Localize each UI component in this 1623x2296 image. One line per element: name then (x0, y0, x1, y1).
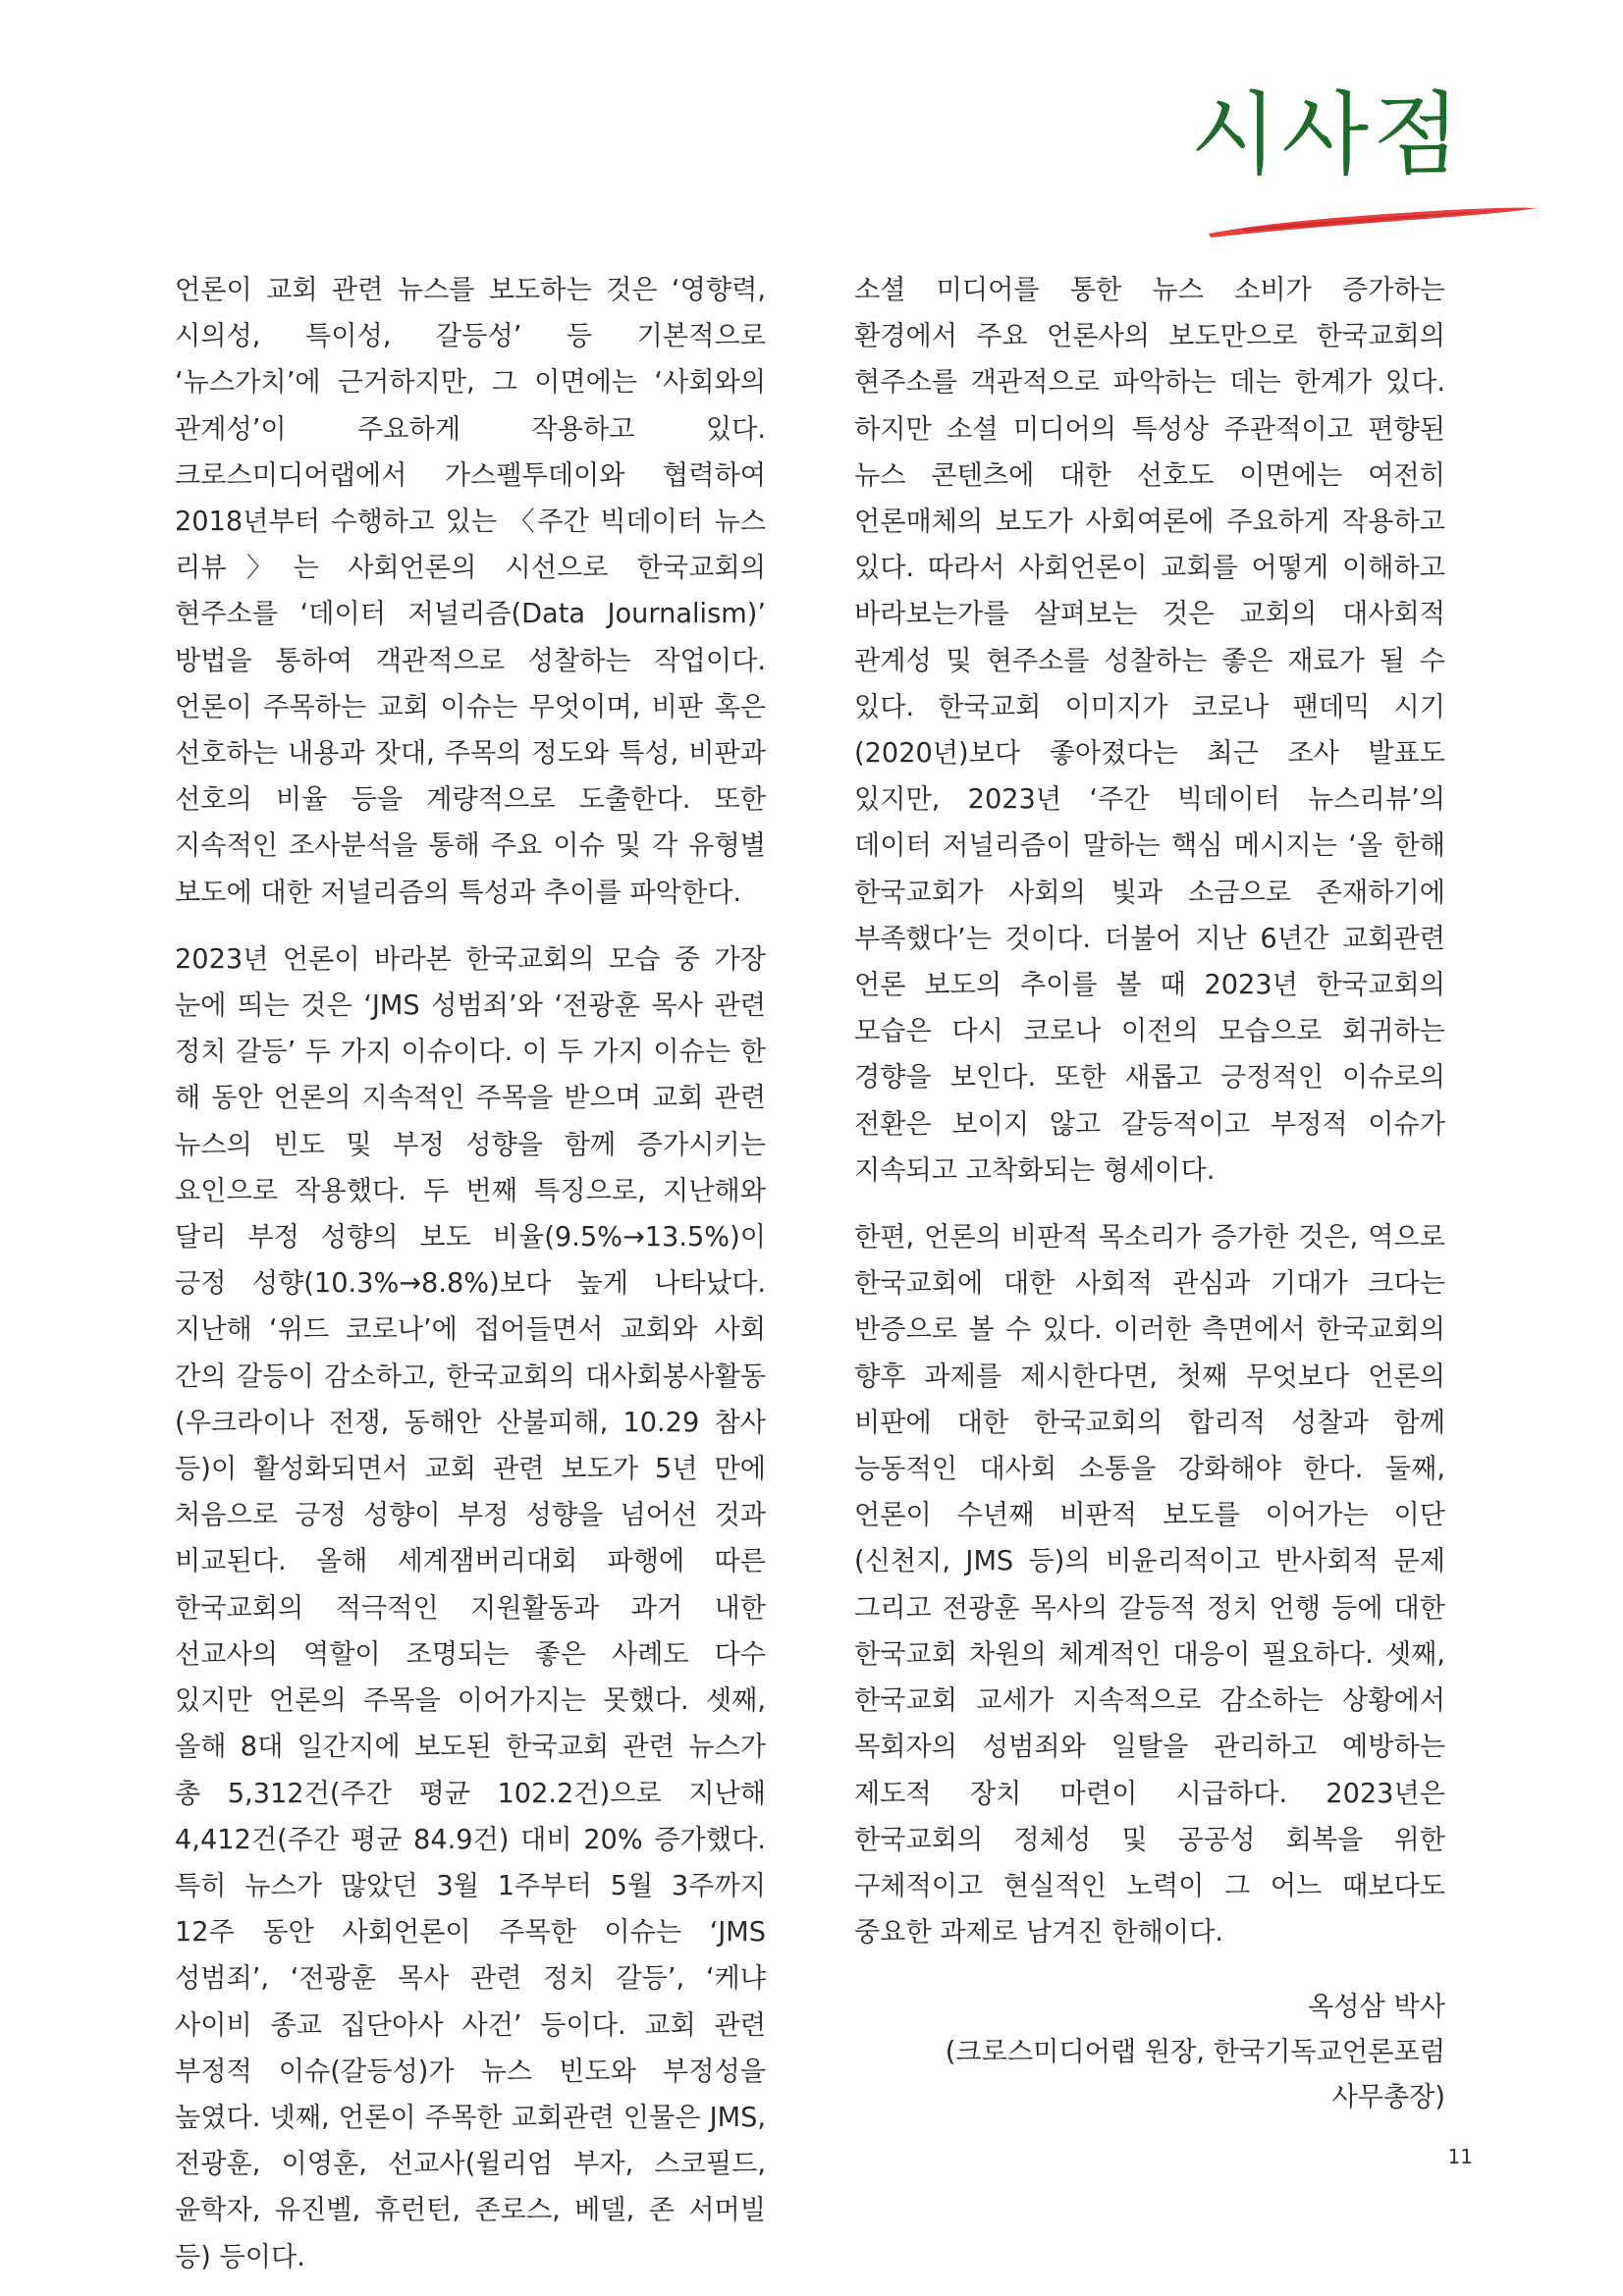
body-paragraph: 언론이 교회 관련 뉴스를 보도하는 것은 ‘영향력, 시의성, 특이성, 갈등성’ 등 기본적으로 ‘뉴스가치’에 근거하지만, 그 이면에는 ‘사회와의 관계성’이 주요하게 작용하고 있다. 크로스미디어랩에서 가스펠투데이와 협력하여 2018년부터 수행하고 있는 〈주간 빅데이터 뉴스 리뷰〉는 사회언론의 시선으로 한국교회의 현주소를 ‘데이터 저널리즘(Data Journalism)’ 방법을 통하여 객관적으로 성찰하는 작업이다. 언론이 주목하는 교회 이슈는 무엇이며, 비판 혹은 선호하는 내용과 잣대, 주목의 정도와 특성, 비판과 선호의 비율 등을 계량적으로 도출한다. 또한 지속적인 조사분석을 통해 주요 이슈 및 각 유형별 보도에 대한 저널리즘의 특성과 추이를 파악한다. (175, 275, 766, 908)
right-column (854, 267, 1445, 2120)
brush-stroke-main (1209, 208, 1537, 238)
brush-stroke-trail (1242, 211, 1497, 232)
body-paragraph: 소셜 미디어를 통한 뉴스 소비가 증가하는 환경에서 주요 언론사의 보도만으로 한국교회의 현주소를 객관적으로 파악하는 데는 한계가 있다. 하지만 소셜 미디어의 특성상 주관적이고 편향된 뉴스 콘텐츠에 대한 선호도 이면에는 여전히 언론매체의 보도가 사회여론에 주요하게 작용하고 있다. 따라서 사회언론이 교회를 어떻게 이해하고 바라보는가를 살펴보는 것은 교회의 대사회적 관계성 및 현주소를 성찰하는 좋은 재료가 될 수 있다. 한국교회 이미지가 코로나 팬데믹 시기(2020년)보다 좋아졌다는 최근 조사 발표도 있지만, 2023년 ‘주간 빅데이터 뉴스리뷰’의 데이터 저널리즘이 말하는 핵심 메시지는 ‘올 한해 한국교회가 사회의 빛과 소금으로 존재하기에 부족했다’는 것이다. 더불어 지난 6년간 교회관련 언론 보도의 추이를 볼 때 2023년 한국교회의 모습은 다시 코로나 이전의 모습으로 회귀하는 경향을 보인다. 또한 새롭고 긍정적인 이슈로의 전환은 보이지 않고 갈등적이고 부정적 이슈가 지속되고 고착화되는 형세이다. (854, 275, 1445, 1186)
body-paragraph: 한편, 언론의 비판적 목소리가 증가한 것은, 역으로 한국교회에 대한 사회적 관심과 기대가 크다는 반증으로 볼 수 있다. 이러한 측면에서 한국교회의 향후 과제를 제시한다면, 첫째 무엇보다 언론의 비판에 대한 한국교회의 합리적 성찰과 함께 능동적인 대사회 소통을 강화해야 한다. 둘째, 언론이 수년째 비판적 보도를 이어가는 이단(신천지, JMS 등)의 비윤리적이고 반사회적 문제 그리고 전광훈 목사의 갈등적 정치 언행 등에 대한 한국교회 차원의 체계적인 대응이 필요하다. 셋째, 한국교회 교세가 지속적으로 감소하는 상황에서 목회자의 성범죄와 일탈을 관리하고 예방하는 제도적 장치 마련이 시급하다. 2023년은 한국교회의 정체성 및 공공성 회복을 위한 구체적이고 현실적인 노력이 그 어느 때보다도 중요한 과제로 남겨진 한해이다. (854, 1222, 1445, 1949)
left-column (175, 267, 766, 2296)
author-block (854, 1985, 1445, 2120)
author-affiliation: (크로스미디어랩 원장, 한국기독교언론포럼 사무총장) (945, 2037, 1445, 2113)
section-title: 시사점 (1190, 82, 1464, 187)
author-name: 옥성삼 박사 (1308, 1992, 1445, 2023)
page-number: 11 (1447, 2145, 1473, 2168)
red-brush-stroke (1203, 196, 1542, 245)
body-paragraph: 2023년 언론이 바라본 한국교회의 모습 중 가장 눈에 띄는 것은 ‘JMS 성범죄’와 ‘전광훈 목사 관련 정치 갈등’ 두 가지 이슈이다. 이 두 가지 이슈는 한 해 동안 언론의 지속적인 주목을 받으며 교회 관련 뉴스의 빈도 및 부정 성향을 함께 증가시키는 요인으로 작용했다. 두 번째 특징으로, 지난해와 달리 부정 성향의 보도 비율(9.5%→13.5%)이 긍정 성향(10.3%→8.8%)보다 높게 나타났다. 지난해 ‘위드 코로나’에 접어들면서 교회와 사회 간의 갈등이 감소하고, 한국교회의 대사회봉사활동(우크라이나 전쟁, 동해안 산불피해, 10.29 참사 등)이 활성화되면서 교회 관련 보도가 5년 만에 처음으로 긍정 성향이 부정 성향을 넘어선 것과 비교된다. 올해 세계잼버리대회 파행에 따른 한국교회의 적극적인 지원활동과 과거 내한 선교사의 역할이 조명되는 좋은 사례도 다수 있지만 언론의 주목을 이어가지는 못했다. 셋째, 올해 8대 일간지에 보도된 한국교회 관련 뉴스가 총 5,312건(주간 평균 102.2건)으로 지난해 4,412건(주간 평균 84.9건) 대비 20% 증가했다. 특히 뉴스가 많았던 3월 1주부터 5월 3주까지 12주 동안 사회언론이 주목한 이슈는 ‘JMS 성범죄’, ‘전광훈 목사 관련 정치 갈등’, ‘케냐 사이비 종교 집단아사 사건’ 등이다. 교회 관련 부정적 이슈(갈등성)가 뉴스 빈도와 부정성을 높였다. 넷째, 언론이 주목한 교회관련 인물은 JMS, 전광훈, 이영훈, 선교사(윌리엄 부자, 스코필드, 윤학자, 유진벨, 휴런턴, 존로스, 베델, 존 서머빌 등) 등이다. (175, 943, 767, 2272)
